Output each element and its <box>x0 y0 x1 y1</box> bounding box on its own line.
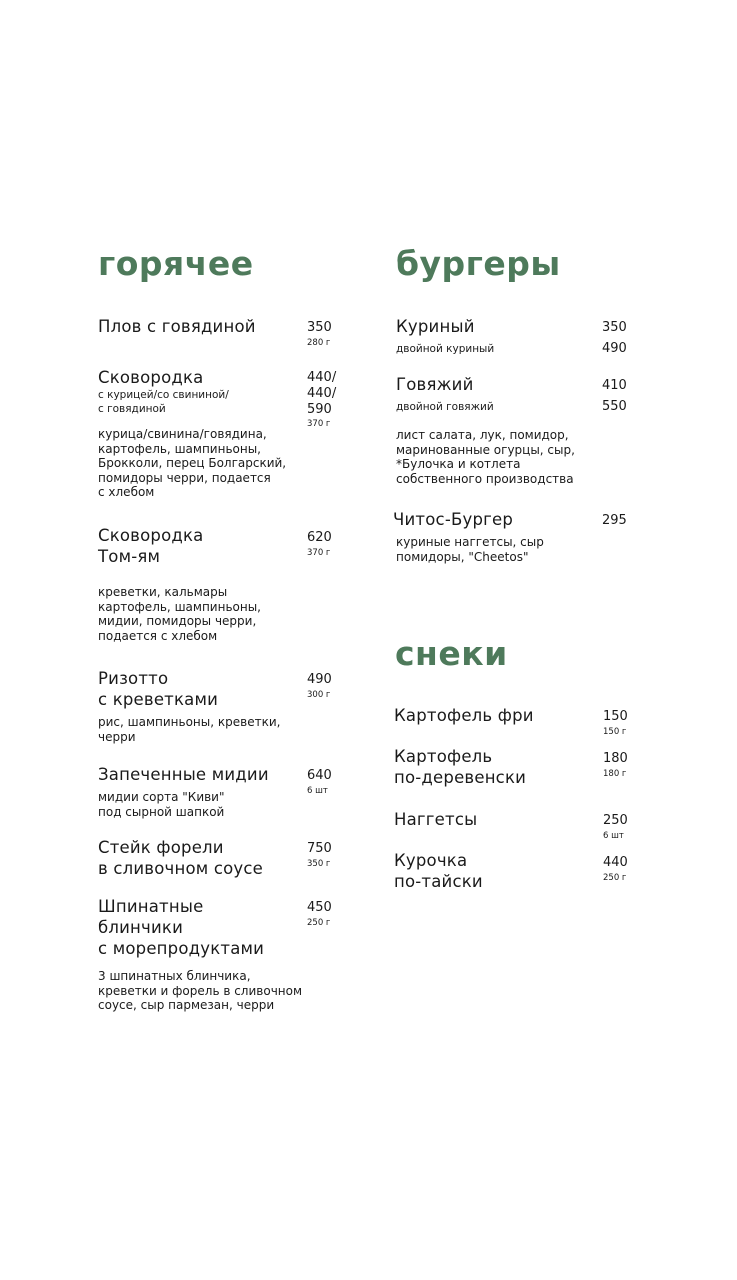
hot-item-name: Запеченные мидии <box>98 765 269 784</box>
hot-item-price: 440/ 440/ 590 <box>307 370 337 417</box>
snack-item-name: Картофель фри <box>394 706 534 725</box>
section-title-hot: горячее <box>98 244 254 283</box>
hot-item-name: Сковородка Том-ям <box>98 526 204 566</box>
hot-item-description: мидии сорта "Киви" под сырной шапкой <box>98 790 225 819</box>
hot-item-description: рис, шампиньоны, креветки, черри <box>98 715 281 744</box>
hot-item-price: 450 <box>307 900 332 915</box>
hot-item-name: Шпинатные блинчики с морепродуктами <box>98 897 265 958</box>
snack-item-price: 180 <box>603 751 628 766</box>
burger-item-price: 350 <box>602 320 627 335</box>
hot-item-description: 3 шпинатных блинчика, креветки и форель в сливочном соусе, сыр пармезан, черри <box>98 969 303 1012</box>
snack-item-weight: 6 шт <box>603 831 624 841</box>
hot-item-options: с курицей/со свининой/ с говядиной <box>98 389 229 415</box>
snack-item-price: 150 <box>603 709 628 724</box>
hot-item-price: 620 <box>307 530 332 545</box>
snack-item-name: Курочка по-тайски <box>394 851 483 891</box>
hot-item-weight: 280 г <box>307 338 331 348</box>
section-title-snacks: снеки <box>395 634 508 673</box>
snack-item-weight: 180 г <box>603 769 627 779</box>
burger-item-variant: двойной говяжий <box>396 401 494 413</box>
hot-item-name: Плов с говядиной <box>98 317 256 336</box>
hot-item-price: 350 <box>307 320 332 335</box>
snack-item-weight: 150 г <box>603 727 627 737</box>
hot-item-weight: 370 г <box>307 548 331 558</box>
burger-common-description: лист салата, лук, помидор, маринованные огурцы, сыр, *Булочка и котлета собственного производства <box>396 428 575 486</box>
hot-item-description: курица/свинина/говядина, картофель, шампиньоны, Брокколи, перец Болгарский, помидоры черри, подается с хлебом <box>98 427 287 499</box>
hot-item-description: креветки, кальмары картофель, шампиньоны, мидии, помидоры черри, подается с хлебом <box>98 585 261 643</box>
burger-item-variant-price: 490 <box>602 341 627 356</box>
snack-item-price: 440 <box>603 855 628 870</box>
hot-item-price: 750 <box>307 841 332 856</box>
burger-item-price: 410 <box>602 378 627 393</box>
burger-item-variant-price: 550 <box>602 399 627 414</box>
hot-item-price: 490 <box>307 672 332 687</box>
snack-item-name: Наггетсы <box>394 810 478 829</box>
hot-item-price: 640 <box>307 768 332 783</box>
hot-item-weight: 250 г <box>307 918 331 928</box>
snack-item-weight: 250 г <box>603 873 627 883</box>
burger-item-price: 295 <box>602 513 627 528</box>
snack-item-name: Картофель по-деревенски <box>394 747 527 787</box>
hot-item-name: Ризотто с креветками <box>98 669 219 709</box>
hot-item-weight: 300 г <box>307 690 331 700</box>
burger-item-variant: двойной куриный <box>396 343 495 355</box>
hot-item-weight: 370 г <box>307 419 331 429</box>
hot-item-name: Стейк форели в сливочном соусе <box>98 838 264 878</box>
burger-item-name: Читос-Бургер <box>393 510 514 529</box>
hot-item-weight: 350 г <box>307 859 331 869</box>
section-title-burgers: бургеры <box>396 244 561 283</box>
hot-item-name: Сковородка <box>98 368 204 387</box>
burger-item-name: Говяжий <box>396 375 474 394</box>
hot-item-weight: 6 шт <box>307 786 328 796</box>
burger-item-description: куриные наггетсы, сыр помидоры, "Cheetos" <box>396 535 544 564</box>
snack-item-price: 250 <box>603 813 628 828</box>
burger-item-name: Куриный <box>396 317 475 336</box>
